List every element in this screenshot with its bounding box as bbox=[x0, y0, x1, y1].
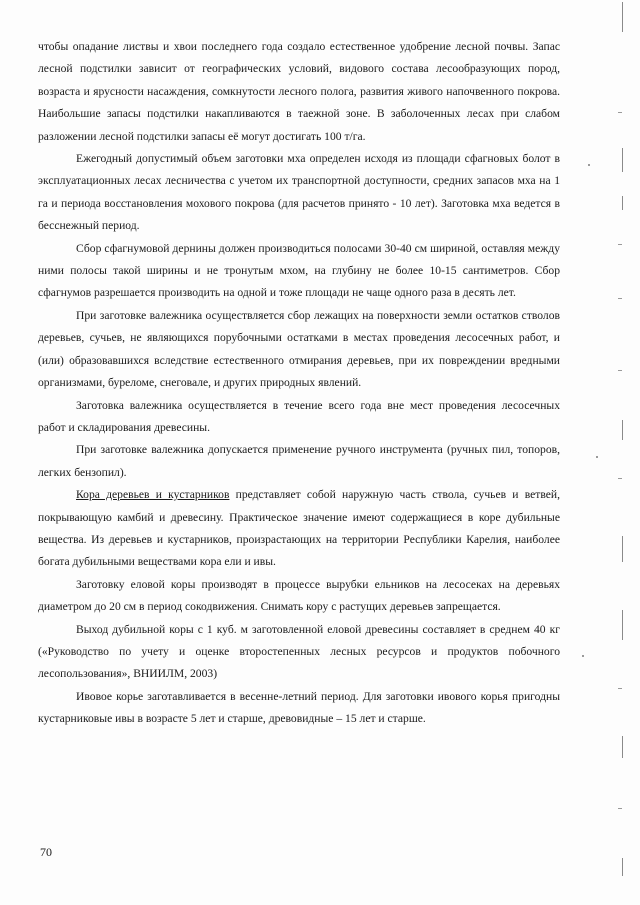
paragraph-10: Ивовое корье заготавливается в весенне-летний период. Для заготовки ивового корья пригодны кустарниковые ивы в возрасте 5 лет и старше, древовидные – 15 лет и старше. bbox=[38, 689, 560, 726]
scan-edge-mark bbox=[622, 2, 629, 32]
scan-speck bbox=[582, 655, 584, 657]
section-term: Кора деревьев и кустарников bbox=[76, 488, 230, 502]
scan-edge-mark bbox=[622, 610, 629, 640]
scan-edge-mark bbox=[622, 736, 629, 758]
paragraph-5: Заготовка валежника осуществляется в течение всего года вне мест проведения лесосечных работ и складирования древесины. bbox=[38, 398, 560, 434]
scan-speck bbox=[596, 456, 598, 458]
paragraph-8: Заготовку еловой коры производят в процессе вырубки ельников на лесосеках на деревьях диаметром до 20 см в период сокодвижения. Снимать кору с растущих деревьев запрещается. bbox=[38, 577, 560, 614]
scan-edge-tick bbox=[618, 298, 622, 299]
scan-edge-tick bbox=[618, 688, 622, 689]
scan-edge-tick bbox=[618, 808, 622, 809]
scan-edge-tick bbox=[618, 478, 622, 479]
paragraph-1: чтобы опадание листвы и хвои последнего года создало естественное удобрение лесной почвы. Запас лесной подстилки зависит от географических условий, видового состава лесообразующих пород, возраста и ярусности насаждения, сомкнутости лесного полога, развития живого напочвенного покрова. Наибольшие запасы подстилки накапливаются в таежной зоне. В заболоченных лесах при слабом разложении лесной подстилки запасы её могут достигать 100 т/га. bbox=[38, 40, 560, 143]
paragraph-4: При заготовке валежника осуществляется сбор лежащих на поверхности земли остатков стволов деревьев, сучьев, не являющихся порубочными остатками в местах проведения лесосечных работ, и (или) образовавшихся вследствие естественного отмирания деревьев, при их повреждении вредными организмами, буреломе, снеговале, и других природных явлений. bbox=[38, 308, 560, 390]
scan-edge-mark bbox=[622, 148, 629, 172]
scan-edge-mark bbox=[622, 196, 629, 210]
paragraph-3: Сбор сфагнумовой дернины должен производиться полосами 30-40 см шириной, оставляя между ними полосы такой ширины и не тронутым мхом, на глубину не более 10-15 сантиметров. Сбор сфагнумов разрешается производить на одной и тоже площади не чаще одного раза в десять лет. bbox=[38, 241, 560, 300]
scan-edge-tick bbox=[618, 112, 622, 113]
scan-edge-tick bbox=[618, 244, 622, 245]
scan-edge-tick bbox=[618, 370, 622, 371]
paragraph-9: Выход дубильной коры с 1 куб. м заготовленной еловой древесины составляет в среднем 40 кг («Руководство по учету и оценке второстепенных лесных ресурсов и продуктов побочного лесопользования», ВНИИЛМ, 2003) bbox=[38, 622, 560, 681]
body-text bbox=[38, 36, 560, 731]
scan-edge-mark bbox=[622, 420, 629, 440]
page-number: 70 bbox=[40, 845, 52, 859]
paragraph-6: При заготовке валежника допускается применение ручного инструмента (ручных пил, топоров, легких бензопил). bbox=[38, 443, 560, 479]
paragraph-2: Ежегодный допустимый объем заготовки мха определен исходя из площади сфагновых болот в эксплуатационных лесах лесничества с учетом их транспортной доступности, средних запасов мха на 1 га и периода восстановления мохового покрова (для расчетов принято - 10 лет). Заготовка мха ведется в бесснежный период. bbox=[38, 152, 560, 233]
scan-edge-mark bbox=[622, 536, 629, 562]
scan-edge-mark bbox=[622, 858, 629, 876]
paragraph-7-text: представляет собой наружную часть ствола, сучьев и ветвей, покрывающую камбий и древесину. Практическое значение имеют содержащиеся в коре дубильные вещества. Из деревьев и кустарников, произрастающих на территории Республики Карелия, наиболее богата дубильными веществами кора ели и ивы. bbox=[38, 488, 561, 569]
scan-speck bbox=[588, 164, 590, 166]
paragraph-7 bbox=[38, 484, 560, 574]
